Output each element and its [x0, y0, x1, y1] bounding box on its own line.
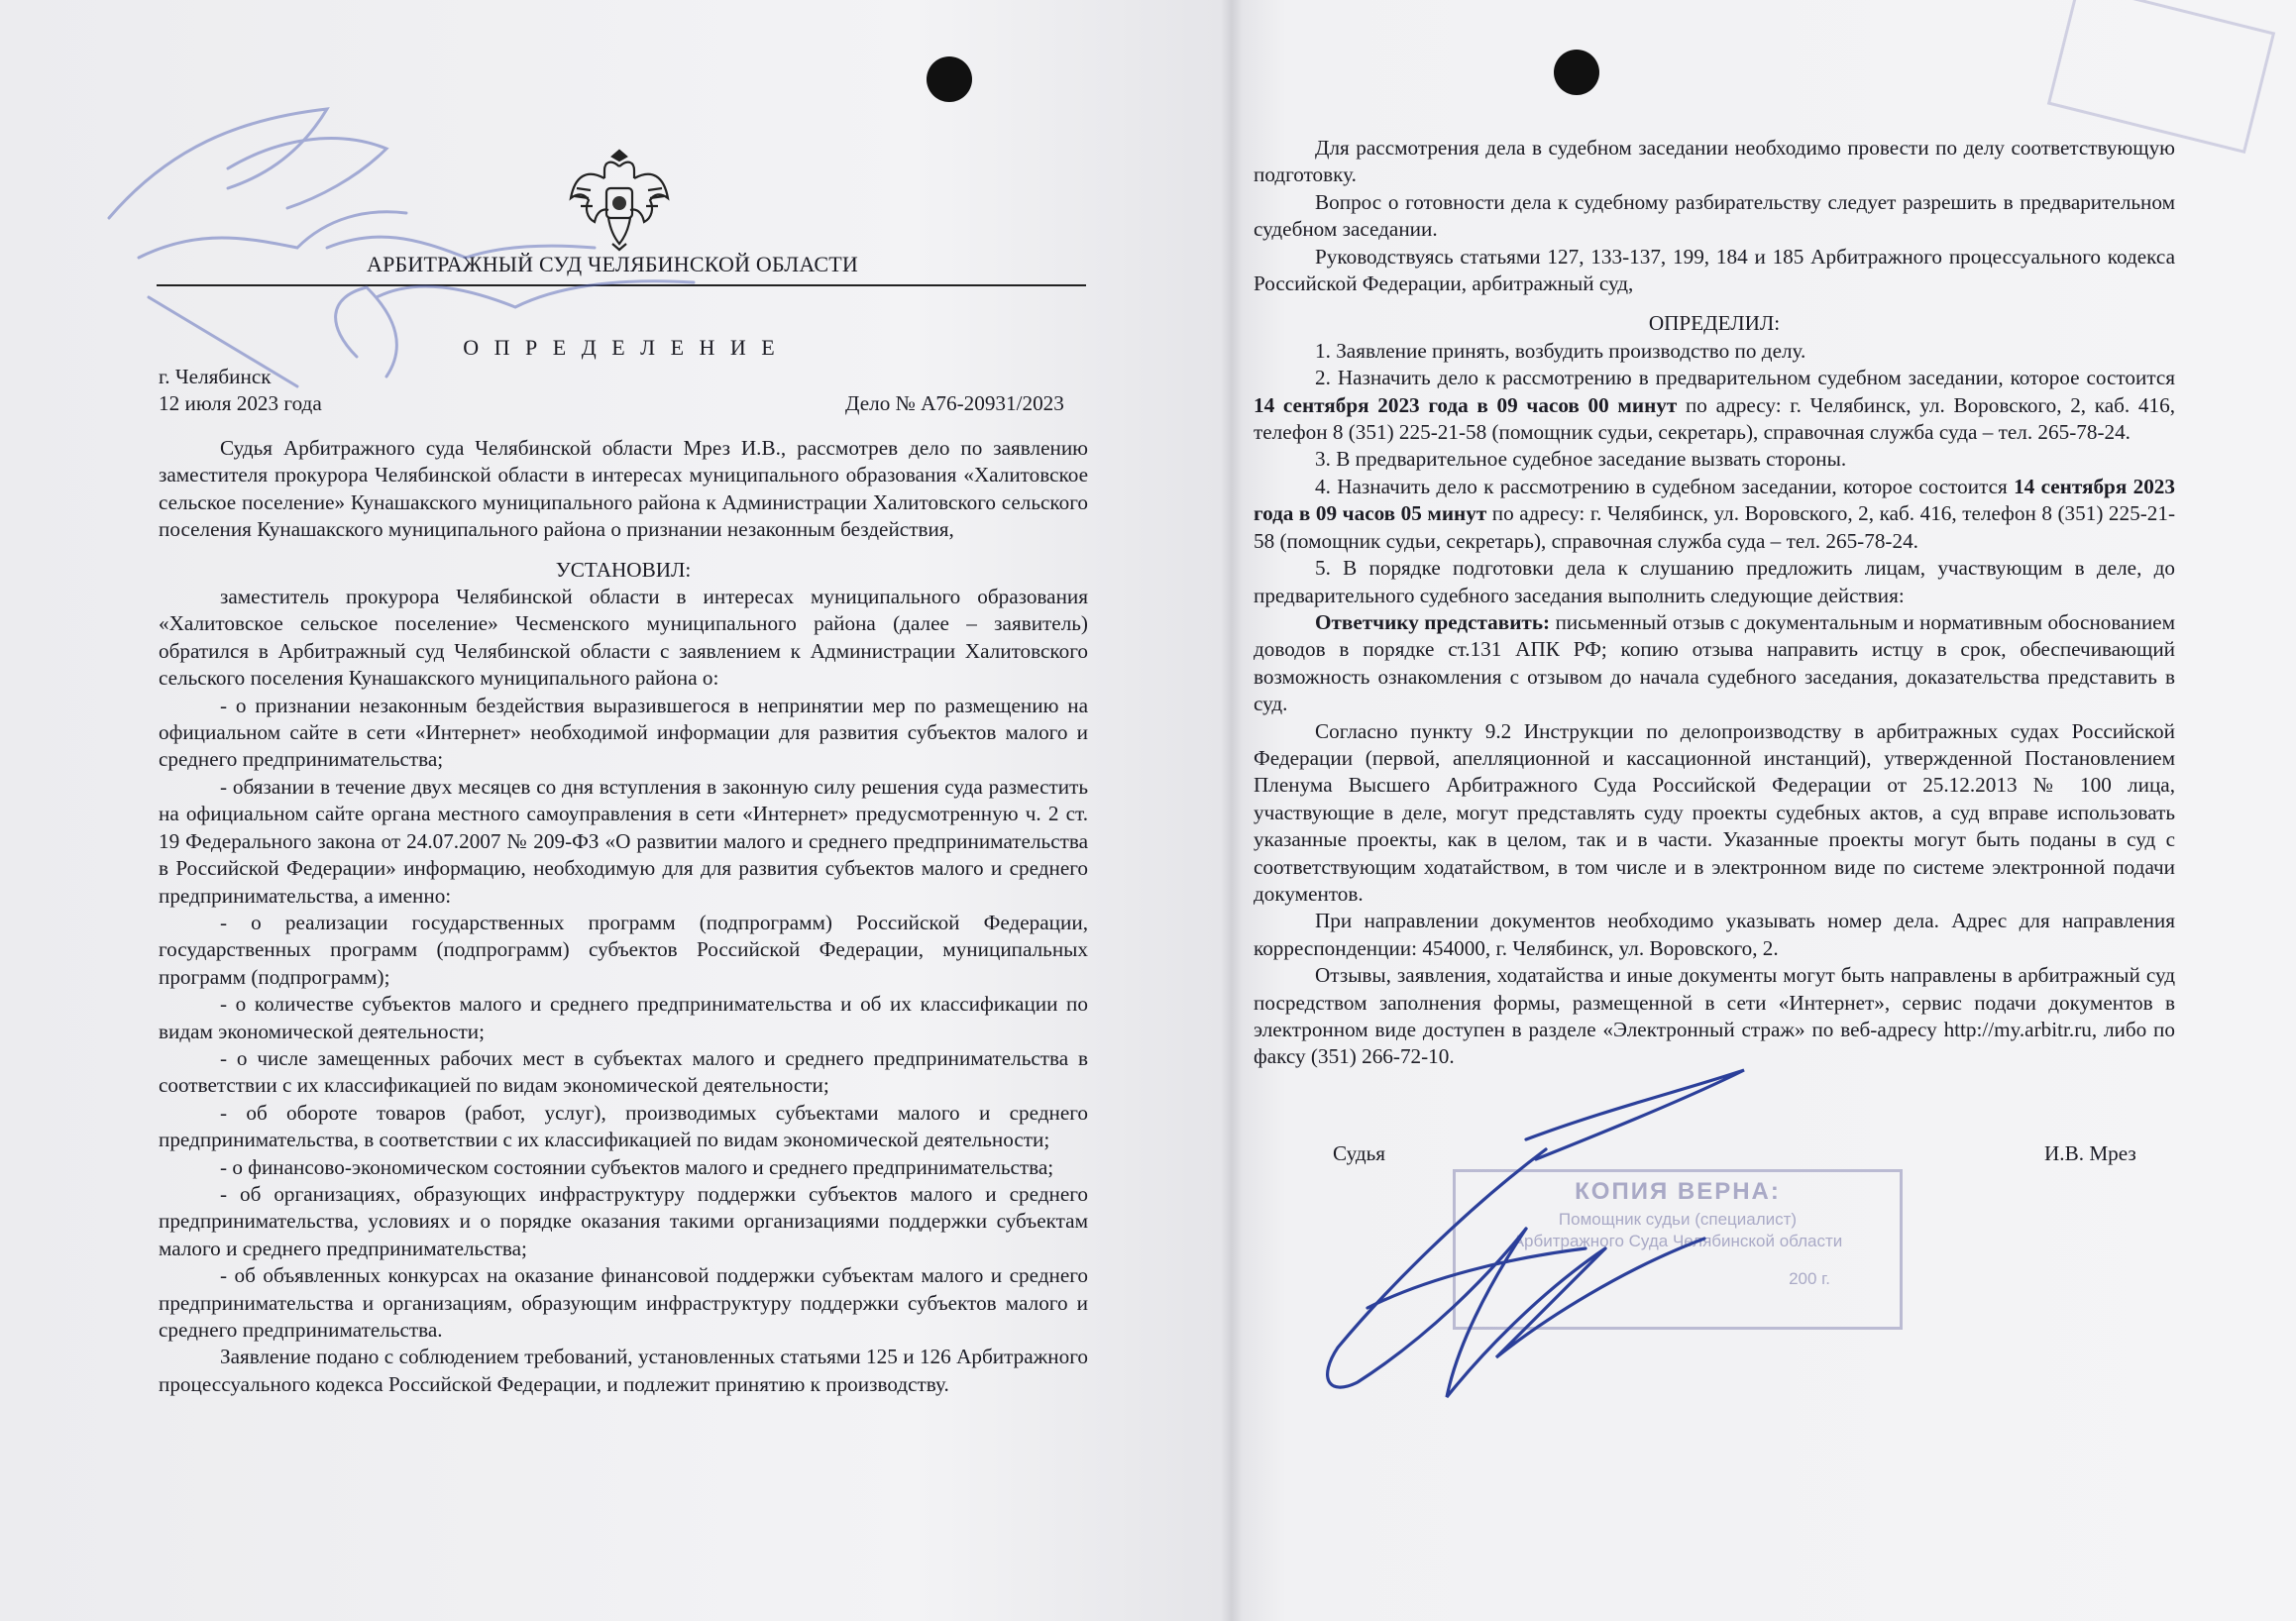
readiness-paragraph: Вопрос о готовности дела к судебному разбирательству следует разрешить в предварительном судебном заседании.	[1254, 189, 2175, 242]
preparation-paragraph: Для рассмотрения дела в судебном заседании необходимо провести по делу соответствующую подготовку.	[1254, 136, 2175, 187]
hearing-datetime: 14 сентября 2023 года в 09 часов 00 минут	[1254, 392, 1678, 417]
ruled-heading: ОПРЕДЕЛИЛ:	[1648, 311, 1781, 336]
instruction-paragraph: Согласно пункту 9.2 Инструкции по делопроизводству в арбитражных судах Российской Федерации (первой, апелляционной и кассационной инстанций), утвержденной Постановлением Пленума Высшего Арбитражного Суда Российской Федерации от 25.12.2013 № 100 лица, участвующие в деле, могут представлять суду проекты судебных актов, а суд вправе использовать указанные проекты, как в целом, так и в части. Указанные проекты могут быть поданы в суд с соответствующим ходатайством, в том числе и в электронном виде по системе электронной подачи документов.	[1254, 718, 2175, 906]
claim-item: - об обороте товаров (работ, услуг), производимых субъектами малого и среднего предпринимательства, в соответствии с их классификацией по видам экономической деятельности;	[159, 1100, 1088, 1152]
stamp-court: Арбитражного Суда Челябинской области	[1512, 1232, 1843, 1250]
signature-name: И.В. Мрез	[2044, 1141, 2136, 1165]
claim-item: - о признании незаконным бездействия выразившегося в непринятии мер по размещению на официальном сайте в сети «Интернет» необходимой информации для развития субъектов малого и среднего предпринимательства;	[159, 693, 1088, 772]
punch-hole-left	[927, 56, 972, 102]
punch-hole-right	[1554, 50, 1599, 95]
stamp-title: КОПИЯ ВЕРНА:	[1575, 1178, 1781, 1205]
ruling-item-4: 4. Назначить дело к рассмотрению в судебном заседании, которое состоится 14 сентября 2023 года в 09 часов 05 минут по адресу: г. Челябинск, ул. Воровского, 2, каб. 416, телефон 8 (351) 225-21-58 (помощник судьи, секретарь), справочная служба суда – тел. 265-78-24.	[1254, 474, 2175, 553]
submission-paragraph: Отзывы, заявления, ходатайства и иные документы могут быть направлены в арбитражный суд посредством заполнения формы, размещенной в сети «Интернет», сервис подачи документов в электронном виде доступен в разделе «Электронный страж» по веб-адресу http://my.arbitr.ru, либо по факсу (351) 266-72-10.	[1254, 963, 2175, 1069]
ruling-item-5: 5. В порядке подготовки дела к слушанию предложить лицам, участвующим в деле, до предварительного судебного заседания выполнить следующие действия:	[1254, 556, 2175, 607]
copy-certified-stamp	[1453, 1169, 1903, 1330]
right-column	[1254, 135, 2175, 1071]
respondent-label: Ответчику представить:	[1315, 609, 1551, 634]
coat-of-arms-icon	[565, 149, 674, 252]
court-name: АРБИТРАЖНЫЙ СУД ЧЕЛЯБИНСКОЙ ОБЛАСТИ	[367, 252, 859, 276]
ruling-item-2: 2. Назначить дело к рассмотрению в предварительном судебном заседании, которое состоится 14 сентября 2023 года в 09 часов 00 минут по адресу: г. Челябинск, ул. Воровского, 2, каб. 416, телефон 8 (351) 225-21-58 (помощник судьи, секретарь), справочная служба суда – тел. 265-78-24.	[1254, 366, 2175, 445]
ruling-item-1: 1. Заявление принять, возбудить производство по делу.	[1315, 338, 1806, 363]
respondent-instruction: Ответчику представить: письменный отзыв с документальным и нормативным обоснованием доводов в порядке ст.131 АПК РФ; копию отзыва направить истцу в срок, обеспечивающий возможность ознакомления с отзывом до начала судебного заседания, доказательства представить в суд.	[1254, 609, 2175, 716]
claim-item: - об организациях, образующих инфраструктуру поддержки субъектов малого и среднего предпринимательства, условиях и о порядке оказания такими организациями поддержки субъектам малого и среднего предпринимательства;	[159, 1181, 1088, 1260]
page-fold	[1221, 0, 1243, 1621]
claim-item: - о финансово-экономическом состоянии субъектов малого и среднего предпринимательства;	[220, 1154, 1054, 1179]
stamp-year: 200 г.	[1789, 1269, 1830, 1288]
ruling-item-3: 3. В предварительное судебное заседание вызвать стороны.	[1315, 447, 1847, 472]
address-paragraph: При направлении документов необходимо указывать номер дела. Адрес для направления корреспонденции: 454000, г. Челябинск, ул. Воровского, 2.	[1254, 909, 2175, 960]
claim-paragraph: заместитель прокурора Челябинской области в интересах муниципального образования «Халитовское сельское поселение» Чесменского муниципального района (далее – заявитель) обратился в Арбитражный суд Челябинской области с заявлением к Администрации Халитовского сельского поселения Кунашакского муниципального района о:	[159, 585, 1088, 691]
signature-role: Судья	[1333, 1141, 1386, 1165]
claim-item: - об объявленных конкурсах на оказание финансовой поддержки субъектам малого и среднего предпринимательства и организациям, образующим инфраструктуру поддержки субъектов малого и среднего предпринимательства.	[159, 1263, 1088, 1342]
claim-item: - о реализации государственных программ (подпрограмм) Российской Федерации, государственных программ (подпрограмм) субъектов Российской Федерации, муниципальных программ (подпрограмм);	[159, 910, 1088, 989]
admission-paragraph: Заявление подано с соблюдением требований, установленных статьями 125 и 126 Арбитражного процессуального кодекса Российской Федерации, и подлежит принятию к производству.	[159, 1345, 1088, 1396]
stamp-position: Помощник судьи (специалист)	[1558, 1210, 1798, 1229]
title-underline	[157, 284, 1086, 286]
session-datetime: 14 сентября 2023 года в 09 часов 05 минут	[1254, 474, 2175, 526]
claim-item: - обязании в течение двух месяцев со дня вступления в законную силу решения суда разместить на официальном сайте органа местного самоуправления в сети «Интернет» предусмотренную ч. 2 ст. 19 Федерального закона от 24.07.2007 № 209-ФЗ «О развитии малого и среднего предпринимательства в Российской Федерации» информацию, необходимую для для развития субъектов малого и среднего предпринимательства, а именно:	[159, 774, 1088, 908]
document-date: 12 июля 2023 года	[159, 391, 322, 415]
document-type: О П Р Е Д Е Л Е Н И Е	[463, 335, 780, 360]
case-number: Дело № А76-20931/2023	[845, 391, 1064, 415]
left-column	[159, 435, 1088, 1398]
corner-stamp	[2047, 0, 2275, 154]
legal-basis-paragraph: Руководствуясь статьями 127, 133-137, 199, 184 и 185 Арбитражного процессуального кодекса Российской Федерации, арбитражный суд,	[1254, 244, 2175, 296]
claim-item: - о количестве субъектов малого и среднего предпринимательства и об их классификации по видам экономической деятельности;	[159, 992, 1088, 1043]
established-heading: УСТАНОВИЛ:	[555, 557, 692, 582]
city: г. Челябинск	[159, 365, 272, 388]
claim-item: - о числе замещенных рабочих мест в субъектах малого и среднего предпринимательства в соответствии с их классификацией по видам экономической деятельности;	[159, 1045, 1088, 1098]
intro-paragraph: Судья Арбитражного суда Челябинской области Мрез И.В., рассмотрев дело по заявлению заместителя прокурора Челябинской области в интересах муниципального образования «Халитовское сельское поселение» Кунашакского муниципального района к Администрации Халитовского сельского поселения Кунашакского муниципального района о признании незаконным бездействия,	[159, 436, 1088, 542]
